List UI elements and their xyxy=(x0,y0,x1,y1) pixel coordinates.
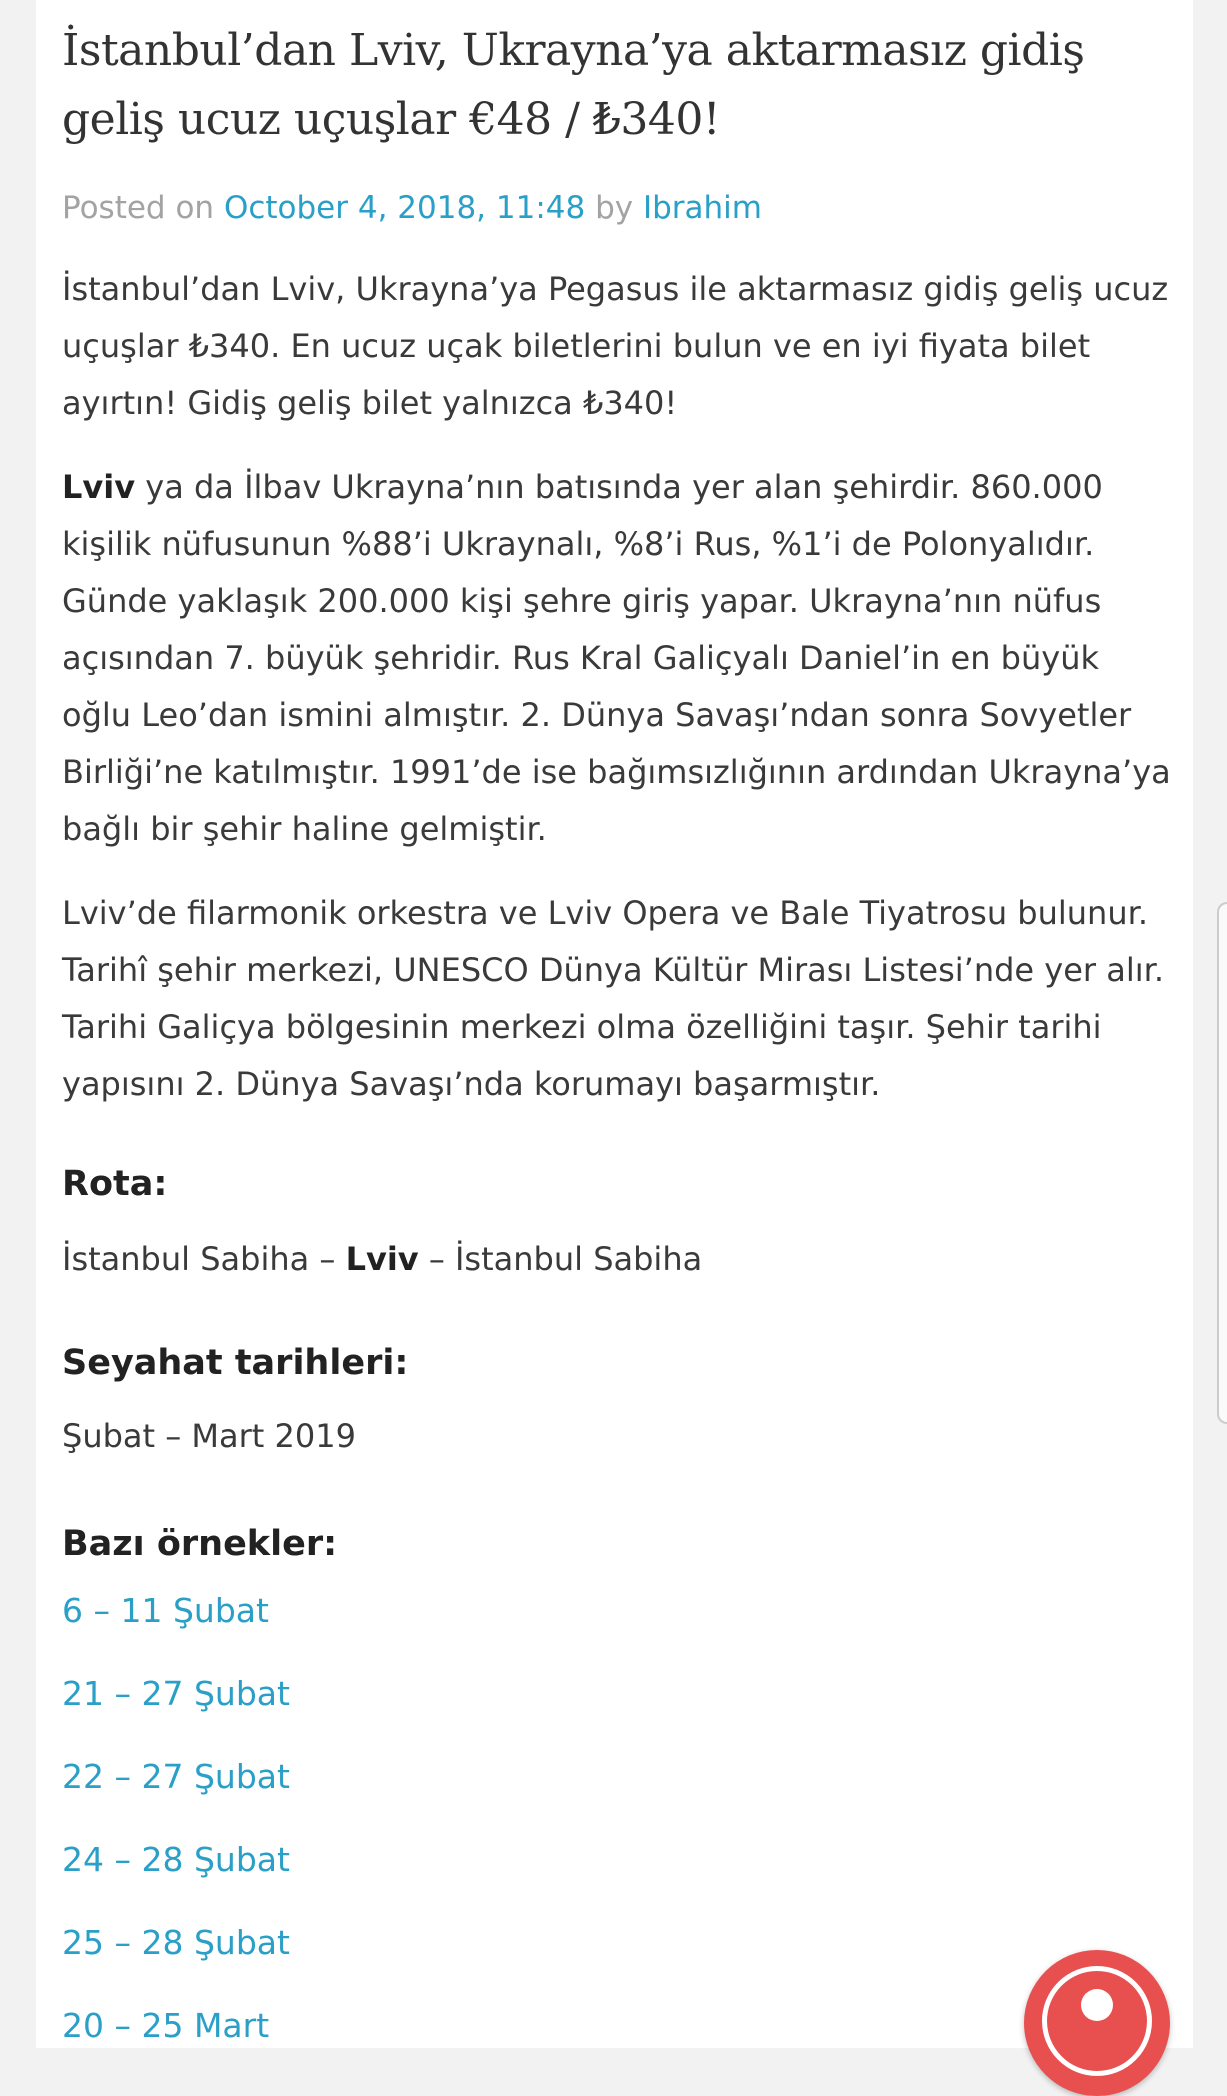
list-item xyxy=(62,2002,1172,2050)
route-sep-1: – xyxy=(309,1240,346,1278)
route-sep-2: – xyxy=(418,1240,455,1278)
example-dates-list xyxy=(62,1587,1172,2050)
example-date-link[interactable]: 20 – 25 Mart xyxy=(62,2006,270,2045)
list-item xyxy=(62,1836,1172,1884)
list-item xyxy=(62,1919,1172,1967)
example-date-link[interactable]: 6 – 11 Şubat xyxy=(62,1591,269,1630)
culture-paragraph: Lviv’de filarmonik orkestra ve Lviv Opera ve Bale Tiyatrosu bulunur. Tarihî şehir merkezi, UNESCO Dünya Kültür Mirası Listesi’nde yer alır. Tarihi Galiçya bölgesinin merkezi olma özelliğini taşır. Şehir tarihi yapısını 2. Dünya Savaşı’nda korumayı başarmıştır. xyxy=(62,894,1165,1103)
travel-dates-text: Şubat – Mart 2019 xyxy=(62,1417,356,1455)
avatar-head-shape xyxy=(1081,1989,1113,2021)
travel-dates-heading: Seyahat tarihleri: xyxy=(62,1343,409,1383)
route-to: İstanbul Sabiha xyxy=(454,1240,703,1278)
intro-paragraph: İstanbul’dan Lviv, Ukrayna’ya Pegasus ile aktarmasız gidiş geliş ucuz uçuşlar ₺340. En ucuz uçak biletlerini bulun ve en iyi fiyata bilet ayırtın! Gidiş geliş bilet yalnızca ₺340! xyxy=(62,270,1169,422)
article-page xyxy=(36,0,1193,2048)
meta-prefix: Posted on xyxy=(62,190,224,226)
user-avatar-icon xyxy=(1042,1966,1152,2076)
route-text xyxy=(62,1231,1172,1288)
list-item xyxy=(62,1587,1172,1635)
floating-action-button[interactable] xyxy=(1024,1950,1170,2096)
scrollbar-handle[interactable] xyxy=(1217,902,1227,1424)
city-name-bold: Lviv xyxy=(62,468,136,506)
route-via: Lviv xyxy=(345,1240,419,1278)
list-item xyxy=(62,1753,1172,1801)
post-author-link[interactable]: Ibrahim xyxy=(642,190,762,226)
example-date-link[interactable]: 24 – 28 Şubat xyxy=(62,1840,290,1879)
example-date-link[interactable]: 22 – 27 Şubat xyxy=(62,1757,290,1796)
list-item xyxy=(62,1670,1172,1718)
city-info-text: ya da İlbav Ukrayna’nın batısında yer alan şehirdir. 860.000 kişilik nüfusunun %88’i Ukraynalı, %8’i Rus, %1’i de Polonyalıdır. Günde yaklaşık 200.000 kişi şehre giriş yapar. Ukrayna’nın nüfus açısından 7. büyük şehridir. Rus Kral Galiçyalı Daniel’in en büyük oğlu Leo’dan ismini almıştır. 2. Dünya Savaşı’ndan sonra Sovyetler Birliği’ne katılmıştır. 1991’de ise bağımsızlığının ardından Ukrayna’ya bağlı bir şehir haline gelmiştir. xyxy=(62,468,1171,848)
article-content xyxy=(62,0,1172,2085)
route-heading: Rota: xyxy=(62,1164,168,1204)
examples-heading: Bazı örnekler: xyxy=(62,1524,338,1564)
post-meta xyxy=(62,188,1172,228)
example-date-link[interactable]: 21 – 27 Şubat xyxy=(62,1674,290,1713)
post-date-link[interactable]: October 4, 2018, 11:48 xyxy=(223,190,586,226)
meta-by: by xyxy=(585,190,643,226)
example-date-link[interactable]: 25 – 28 Şubat xyxy=(62,1923,290,1962)
city-info-paragraph xyxy=(62,459,1172,858)
post-title: İstanbul’dan Lviv, Ukrayna’ya aktarmasız gidiş geliş ucuz uçuşlar €48 / ₺340! xyxy=(62,25,1085,145)
route-from: İstanbul Sabiha xyxy=(62,1240,310,1278)
